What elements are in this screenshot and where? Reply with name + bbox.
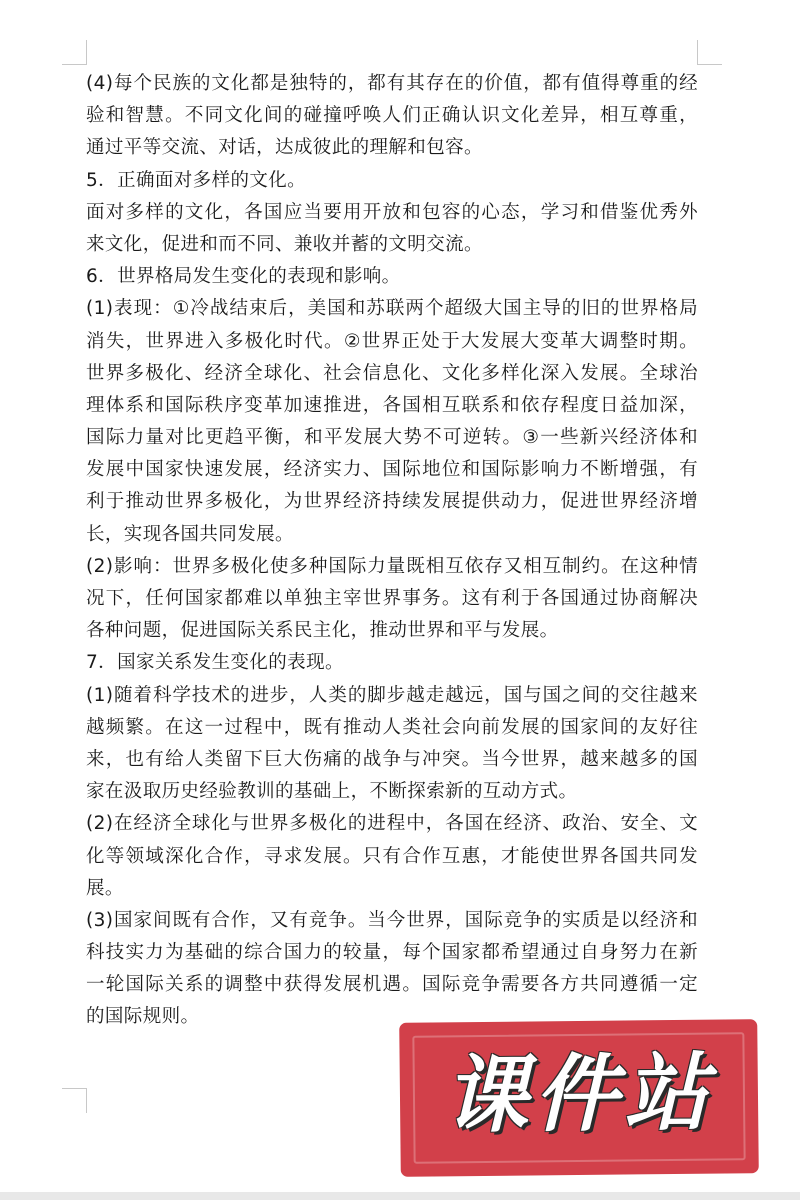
crop-mark-top-left (62, 40, 87, 65)
text-line: 利于推动世界多极化，为世界经济持续发展提供动力，促进世界经济增 (86, 491, 698, 513)
text-line: (4)每个民族的文化都是独特的，都有其存在的价值，都有值得尊重的经 (86, 73, 698, 94)
text-line: (2)影响：世界多极化使多种国际力量既相互依存又相互制约。在这种情 (86, 555, 698, 577)
text-line: 家在汲取历史经验教训的基础上，不断探索新的互动方式。 (86, 781, 578, 803)
text-line: 来文化，促进和而不同、兼收并蓄的文明交流。 (86, 233, 483, 255)
text-line: 一轮国际关系的调整中获得发展机遇。国际竞争需要各方共同遵循一定 (86, 974, 698, 996)
watermark-text: 课件站 (443, 1043, 715, 1145)
watermark-stamp (402, 1022, 756, 1174)
text-line: 5．正确面对多样的文化。 (86, 169, 307, 191)
text-line: 各种问题，促进国际关系民主化，推动世界和平与发展。 (86, 620, 559, 642)
text-line: 的国际规则。 (86, 1006, 200, 1028)
text-line: 理体系和国际秩序变革加速推进，各国相互联系和依存程度日益加深， (86, 394, 698, 416)
text-line: (2)在经济全球化与世界多极化的进程中，各国在经济、政治、安全、文 (86, 813, 698, 835)
crop-mark-top-right (697, 40, 722, 65)
text-line: 来，也有给人类留下巨大伤痛的战争与冲突。当今世界，越来越多的国 (86, 748, 698, 770)
text-line: 况下，任何国家都难以单独主宰世界事务。这有利于各国通过协商解决 (86, 588, 698, 609)
text-line: 通过平等交流、对话，达成彼此的理解和包容。 (86, 137, 483, 159)
document-body (86, 68, 698, 1034)
text-line: 世界多极化、经济全球化、社会信息化、文化多样化深入发展。全球治 (86, 362, 698, 384)
text-line: 越频繁。在这一过程中，既有推动人类社会向前发展的国家间的友好往 (86, 716, 698, 738)
text-line: 消失，世界进入多极化时代。②世界正处于大发展大变革大调整时期。 (86, 330, 698, 352)
text-line: 面对多样的文化，各国应当要用开放和包容的心态，学习和借鉴优秀外 (86, 201, 698, 223)
text-line: (1)随着科学技术的进步，人类的脚步越走越远，国与国之间的交往越来 (86, 684, 698, 706)
crop-mark-bottom-left (62, 1088, 87, 1113)
text-line: 展。 (86, 877, 124, 899)
text-line: 6．世界格局发生变化的表现和影响。 (86, 266, 401, 288)
text-line: 科技实力为基础的综合国力的较量，每个国家都希望通过自身努力在新 (86, 942, 698, 964)
text-line: (1)表现：①冷战结束后，美国和苏联两个超级大国主导的旧的世界格局 (86, 298, 698, 320)
text-line: 长，实现各国共同发展。 (86, 523, 294, 545)
text-line: (3)国家间既有合作，又有竞争。当今世界，国际竞争的实质是以经济和 (86, 909, 698, 931)
text-line: 国际力量对比更趋平衡，和平发展大势不可逆转。③一些新兴经济体和 (86, 427, 698, 449)
text-line: 发展中国家快速发展，经济实力、国际地位和国际影响力不断增强，有 (86, 459, 698, 481)
text-line: 化等领域深化合作，寻求发展。只有合作互惠，才能使世界各国共同发 (86, 845, 698, 867)
text-line: 7．国家关系发生变化的表现。 (86, 652, 344, 674)
page-bottom-edge (0, 1192, 800, 1200)
text-line: 验和智慧。不同文化间的碰撞呼唤人们正确认识文化差异，相互尊重， (86, 105, 698, 127)
